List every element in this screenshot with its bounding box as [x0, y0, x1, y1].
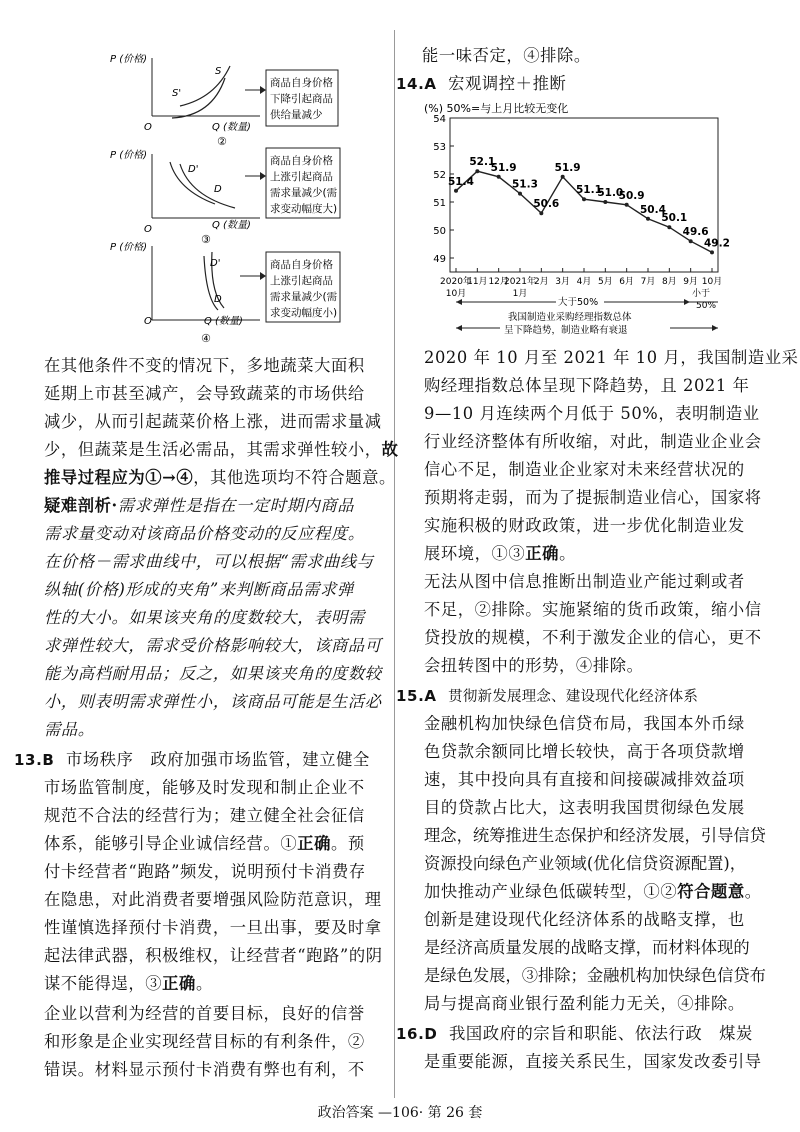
- curve-label-s: S: [215, 66, 222, 77]
- curve-label-s-prime: S': [172, 88, 182, 99]
- q15-line-11: 局与提高商业银行盈利能力无关，④排除。: [424, 994, 745, 1013]
- column-divider: [394, 30, 395, 1098]
- data-value-label: 51.1: [576, 184, 602, 197]
- data-point: [625, 203, 629, 207]
- analysis-line-7: 能为高档耐用品；反之，如果该夹角的度数较: [44, 664, 382, 683]
- q14-line-8-c: 。: [559, 544, 576, 563]
- x-axis-label: Q (数量): [204, 316, 243, 327]
- q13-line-9-a: 谋不能得逞，③: [44, 974, 163, 993]
- data-point: [475, 169, 479, 173]
- q13-first-text: 市场秩序 政府加强市场监管，建立健全: [65, 750, 370, 769]
- note-line-2: 下降引起商品: [270, 93, 333, 105]
- q13-line-3: 规范不合法的经营行为；建立健全社会征信: [44, 806, 365, 825]
- analysis-line-9: 需品。: [44, 720, 95, 739]
- data-point: [518, 192, 522, 196]
- data-value-label: 49.2: [704, 237, 730, 250]
- note-line-1: 商品自身价格: [270, 77, 333, 89]
- q13-line-12: 错误。材料显示预付卡消费有弊也有利，不: [44, 1060, 365, 1079]
- q14-line-4: 行业经济整体有所收缩，对此，制造业企业会: [424, 432, 762, 451]
- data-point: [497, 175, 501, 179]
- q15-line-3: 速，其中投向具有直接和间接碳减排效益项: [424, 770, 745, 789]
- chart-title: (%) 50%=与上月比较无变化: [424, 102, 569, 115]
- q12-line-2: 延期上市甚至减产，会导致蔬菜的市场供给: [44, 384, 365, 403]
- q12-line-4: [44, 436, 399, 464]
- q15-line-7: [424, 878, 762, 906]
- y-tick-label: 50: [433, 226, 446, 237]
- data-value-label: 51.9: [490, 161, 517, 174]
- x-tick-label-second-line: 1月: [512, 289, 528, 299]
- origin-label: O: [144, 316, 152, 327]
- q14-line-10: 不足，②排除。实施紧缩的货币政策，缩小信: [424, 600, 762, 619]
- q13-line-9-c: 。: [195, 974, 213, 993]
- y-axis-ticks: [433, 114, 454, 265]
- q15-line-7-a: 加快推动产业绿色低碳转型，①②: [424, 882, 678, 901]
- figure-number: ②: [217, 135, 227, 148]
- data-value-label: 51.4: [448, 175, 474, 188]
- arrow-head: [260, 272, 266, 280]
- arrow-head: [260, 86, 266, 94]
- q14-line-5: 信心不足，制造业企业家对未来经营状况的: [424, 460, 745, 479]
- x-tick-label: 4月: [576, 277, 592, 287]
- q13-correct-3: 正确: [162, 974, 196, 993]
- trend-note-line-2: 呈下降趋势，制造业略有衰退: [504, 325, 628, 336]
- q15-line-2: 色贷款余额同比增长较快，高于各项贷款增: [424, 742, 745, 761]
- q12-line-5-end: ，其他选项均不符合题意。: [193, 468, 396, 487]
- curve-label-d-prime: D': [188, 164, 199, 175]
- q14-line-6: 预期将走弱，而为了提振制造业信心，国家将: [424, 488, 762, 507]
- q15-line-10: 是绿色发展，③排除；金融机构加快绿色信贷布: [424, 966, 766, 985]
- data-value-label: 50.9: [618, 189, 645, 202]
- figure-number: ③: [201, 233, 211, 246]
- q16-first-text: 我国政府的宗旨和职能、依法行政 煤炭: [449, 1024, 753, 1043]
- q12-line-1: 在其他条件不变的情况下，多地蔬菜大面积: [44, 356, 365, 375]
- origin-label: O: [144, 224, 152, 235]
- q16-number: 16.D: [396, 1025, 438, 1043]
- analysis-line-8: 小，则表明需求弹性小，该商品可能是生活必: [44, 692, 382, 711]
- x-tick-label: 3月: [555, 277, 571, 287]
- q15-line-7-c: 。: [744, 882, 762, 901]
- data-point: [646, 217, 650, 221]
- q13-line-4: [44, 830, 365, 858]
- bracket-greater-right-arrow: [684, 299, 690, 305]
- analysis-line-4: 纵轴(价格)形成的夹角”来判断商品需求弹: [44, 580, 354, 599]
- q12-bold-end: 故: [381, 440, 399, 459]
- q13-line-4-c: 。预: [331, 834, 365, 853]
- analysis-heading: 疑难剖析·: [44, 496, 118, 515]
- y-tick-label: 49: [433, 254, 446, 265]
- x-axis-label: Q (数量): [212, 220, 251, 231]
- q15-correct: 符合题意: [677, 882, 745, 901]
- q15-line-8: 创新是建设现代化经济体系的战略支撑，也: [424, 910, 745, 929]
- data-point: [454, 189, 458, 193]
- x-tick-label: 7月: [640, 277, 656, 287]
- x-tick-label: 9月: [683, 277, 699, 287]
- q13-line-7: 性谨慎选择预付卡消费，一旦出事，要及时拿: [44, 918, 382, 937]
- curve-label-d-prime: D': [210, 258, 221, 269]
- y-axis-label: P (价格): [110, 150, 148, 161]
- q13-line-5: 付卡经营者“跑路”频发，说明预付卡消费存: [44, 862, 366, 881]
- data-value-label: 50.1: [661, 212, 688, 225]
- x-tick-label: 6月: [619, 277, 635, 287]
- x-tick-label: 8月: [661, 277, 677, 287]
- data-value-label: 51.0: [597, 187, 624, 199]
- note-line-3: 供给量减少: [270, 109, 323, 121]
- data-value-label: 51.3: [512, 178, 538, 191]
- q13-line-9: [44, 970, 213, 998]
- q13-line-2: 市场监管制度，能够及时发现和制止企业不: [44, 778, 365, 797]
- note-line-4: 求变动幅度小): [270, 307, 338, 319]
- q14-line-8: [424, 540, 576, 568]
- q13-correct-1: 正确: [297, 834, 331, 853]
- x-axis-label: Q (数量): [212, 122, 251, 133]
- x-tick-label: 2020年: [440, 277, 472, 287]
- q15-line-4: 目的贷款占比大，这表明我国贯彻绿色发展: [424, 798, 745, 817]
- q14-number: 14.A: [396, 75, 437, 93]
- q14-line-8-a: 展环境，①③: [424, 544, 526, 563]
- q15-topic: 贯彻新发展理念、建设现代化经济体系: [448, 689, 699, 705]
- q12-line-4-text: 少，但蔬菜是生活必需品，其需求弹性较小，: [44, 440, 382, 459]
- origin-label: O: [144, 122, 152, 133]
- pmi-value-labels: [448, 156, 730, 249]
- data-value-label: 49.6: [682, 226, 709, 239]
- x-tick-label: 2021年: [504, 277, 536, 287]
- bracket-less-label-2: 50%: [696, 301, 717, 311]
- y-axis-label: P (价格): [110, 54, 148, 65]
- bracket-greater-label: 大于50%: [558, 297, 599, 308]
- q15-line-9: 是经济高质量发展的战略支撑，而材料体现的: [424, 938, 750, 957]
- analysis-first-text: 需求弹性是指在一定时期内商品: [117, 496, 355, 515]
- q14-line-9: 无法从图中信息推断出制造业产能过剩或者: [424, 572, 745, 591]
- q14-line-7: 实施积极的财政政策，进一步优化制造业发: [424, 516, 745, 535]
- bracket-greater-left-arrow: [456, 299, 462, 305]
- q15-line-1: 金融机构加快绿色信贷布局，我国本外币绿: [424, 714, 745, 733]
- trend-note-line-1: 我国制造业采购经理指数总体: [508, 312, 632, 323]
- trend-bracket-left-arrow: [456, 325, 462, 331]
- note-line-1: 商品自身价格: [270, 155, 333, 167]
- analysis-line-6: 求弹性较大，需求受价格影响较大，该商品可: [44, 636, 382, 655]
- q16-heading: [396, 1020, 753, 1048]
- q15-line-6: 资源投向绿色产业领域(优化信贷资源配置)，: [424, 854, 747, 873]
- figure-supply-shift: [100, 48, 380, 148]
- q14-correct: 正确: [525, 544, 560, 563]
- note-line-4: 求变动幅度大): [270, 203, 338, 215]
- y-axis-label: P (价格): [110, 242, 148, 253]
- supply-curve-s: [180, 66, 230, 106]
- q14-heading: [396, 70, 566, 98]
- q14-line-11: 贷投放的规模，不利于激发企业的信心，更不: [424, 628, 762, 647]
- q13-line-1: [14, 746, 370, 774]
- y-tick-label: 53: [433, 142, 446, 153]
- note-line-2: 上涨引起商品: [270, 171, 333, 183]
- data-value-label: 50.4: [640, 203, 666, 216]
- data-point: [603, 200, 607, 204]
- q13-line-6: 在隐患，对此消费者要增强风险防范意识，理: [44, 890, 382, 909]
- bracket-less-label-1: 小于: [692, 289, 711, 299]
- note-line-1: 商品自身价格: [270, 259, 333, 271]
- q14-line-1: 2020 年 10 月至 2021 年 10 月，我国制造业采: [424, 348, 799, 367]
- figure-demand-inelastic: [100, 242, 380, 346]
- q13-line-4-a: 体系，能够引导企业诚信经营。①: [44, 834, 298, 853]
- analysis-line-5: 性的大小。如果该夹角的度数较大，表明需: [44, 608, 365, 627]
- figure-demand-elastic: [100, 146, 380, 246]
- arrow-head: [260, 172, 266, 180]
- q15-number: 15.A: [396, 687, 437, 705]
- q13-line-10: 企业以营利为经营的首要目标，良好的信誉: [44, 1004, 365, 1023]
- data-point: [667, 225, 671, 229]
- note-line-3: 需求量减少(需: [270, 187, 338, 199]
- data-value-label: 50.6: [533, 198, 560, 211]
- analysis-line-3: 在价格－需求曲线中，可以根据“需求曲线与: [44, 552, 374, 571]
- x-tick-label: 11月: [467, 277, 488, 287]
- q13-line-8: 起法律武器，积极维权，让经营者“跑路”的阴: [44, 946, 383, 965]
- trend-bracket-right-arrow: [712, 325, 718, 331]
- pmi-line-chart: [420, 96, 730, 340]
- curve-label-d: D: [214, 294, 222, 305]
- q12-bold-conclusion: 推导过程应为①→④: [44, 468, 194, 487]
- q13-number: 13.B: [14, 751, 55, 769]
- note-line-3: 需求量减少(需: [270, 291, 338, 303]
- data-value-label: 52.1: [469, 156, 496, 169]
- x-tick-label: 10月: [701, 277, 723, 287]
- q13-line-11: 和形象是企业实现经营目标的有利条件，②: [44, 1032, 365, 1051]
- y-tick-label: 54: [433, 114, 446, 125]
- analysis-line-2: 需求量变动对该商品价格变动的反应程度。: [44, 524, 365, 543]
- page-footer: 政治答案 —106· 第 26 套: [317, 1105, 483, 1121]
- q14-line-12: 会扭转图中的形势，④排除。: [424, 656, 644, 675]
- data-point: [710, 250, 714, 254]
- x-axis-ticks: [440, 268, 722, 299]
- y-tick-label: 52: [433, 170, 446, 181]
- q13-continuation: 能一味否定，④排除。: [422, 46, 591, 65]
- analysis-line-1: [44, 492, 354, 520]
- x-tick-label: 2月: [533, 277, 549, 287]
- q14-line-3: 9—10 月连续两个月低于 50%，表明制造业: [424, 404, 760, 423]
- q12-line-3: 减少，从而引起蔬菜价格上涨，进而需求量减: [44, 412, 382, 431]
- y-tick-label: 51: [433, 198, 446, 209]
- q15-heading: [396, 682, 698, 711]
- data-point: [689, 239, 693, 243]
- x-tick-label: 5月: [597, 277, 613, 287]
- x-tick-label-second-line: 10月: [445, 289, 467, 299]
- x-tick-label: 12月: [488, 277, 509, 287]
- q16-line-2: 是重要能源，直接关系民生，国家发改委引导: [424, 1052, 762, 1071]
- note-line-2: 上涨引起商品: [270, 275, 333, 287]
- data-point: [561, 175, 565, 179]
- data-point: [539, 211, 543, 215]
- q12-line-5: [44, 464, 396, 492]
- data-point: [582, 197, 586, 201]
- q15-line-5: 理念，统筹推进生态保护和经济发展，引导信贷: [424, 826, 766, 845]
- q14-topic: 宏观调控＋推断: [448, 74, 567, 93]
- figure-number: ④: [201, 332, 211, 345]
- q14-line-2: 购经理指数总体呈现下降趋势，且 2021 年: [424, 376, 750, 395]
- curve-label-d: D: [214, 184, 222, 195]
- data-value-label: 51.9: [554, 161, 581, 174]
